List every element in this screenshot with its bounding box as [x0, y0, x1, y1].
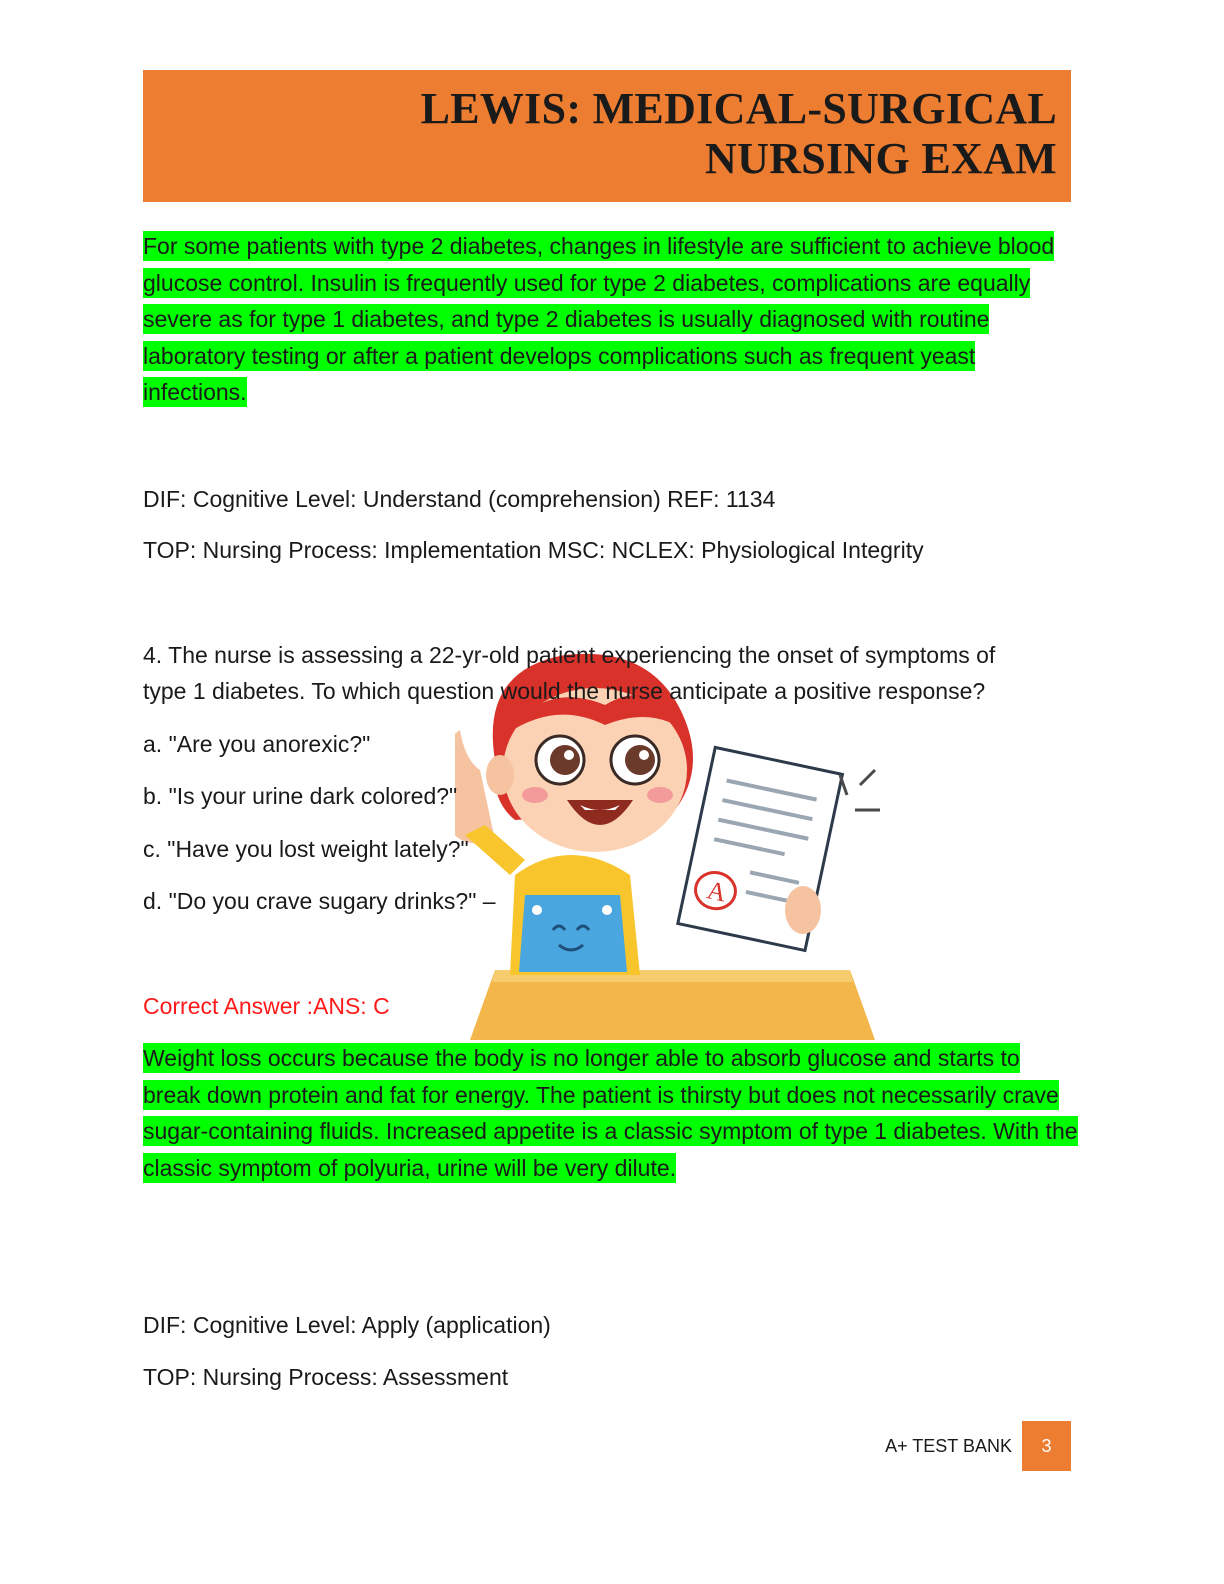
rationale-paragraph-1 [143, 228, 1078, 411]
difficulty-meta-2: DIF: Cognitive Level: Apply (application) [143, 1312, 551, 1338]
title-line-2: NURSING EXAM [705, 134, 1057, 183]
topic-meta-2: TOP: Nursing Process: Assessment [143, 1364, 509, 1390]
topic-meta-1: TOP: Nursing Process: Implementation MSC: NCLEX: Physiological Integrity [143, 537, 924, 563]
question-stem-line-1: 4. The nurse is assessing a 22-yr-old patient experiencing the onset of symptoms of [143, 642, 996, 668]
rationale-paragraph-2 [143, 1040, 1078, 1186]
page-number: 3 [1022, 1421, 1071, 1471]
grade-mark: A [704, 875, 729, 908]
highlighted-rationale-2: Weight loss occurs because the body is no longer able to absorb glucose and starts to break down protein and fat for energy. The patient is thirsty but does not necessarily crave sugar-containing fluids. Increased appetite is a classic symptom of type 1 diabetes. With the classic symptom of polyuria, urine will be very dilute. [143, 1045, 1078, 1181]
option-d: d. "Do you crave sugary drinks?" – [143, 888, 496, 914]
correct-answer: Correct Answer :ANS: C [143, 993, 390, 1019]
difficulty-meta-1: DIF: Cognitive Level: Understand (comprehension) REF: 1134 [143, 486, 776, 512]
child-with-paper-illustration [455, 610, 885, 1040]
header-band [143, 70, 1071, 202]
footer-label: A+ TEST BANK [885, 1436, 1012, 1456]
page-title [143, 84, 1057, 184]
option-b: b. "Is your urine dark colored?" [143, 783, 458, 809]
title-line-1: LEWIS: MEDICAL-SURGICAL [420, 84, 1057, 133]
option-a: a. "Are you anorexic?" [143, 731, 371, 757]
option-c: c. "Have you lost weight lately?" [143, 836, 469, 862]
question-stem-line-2: type 1 diabetes. To which question would the nurse anticipate a positive response? [143, 678, 986, 704]
highlighted-rationale-1: For some patients with type 2 diabetes, changes in lifestyle are sufficient to achieve blood glucose control. Insulin is frequently used for type 2 diabetes, complications are equally severe as for type 1 diabetes, and type 2 diabetes is usually diagnosed with routine laboratory testing or after a patient develops complications such as frequent yeast infections. [143, 233, 1055, 405]
